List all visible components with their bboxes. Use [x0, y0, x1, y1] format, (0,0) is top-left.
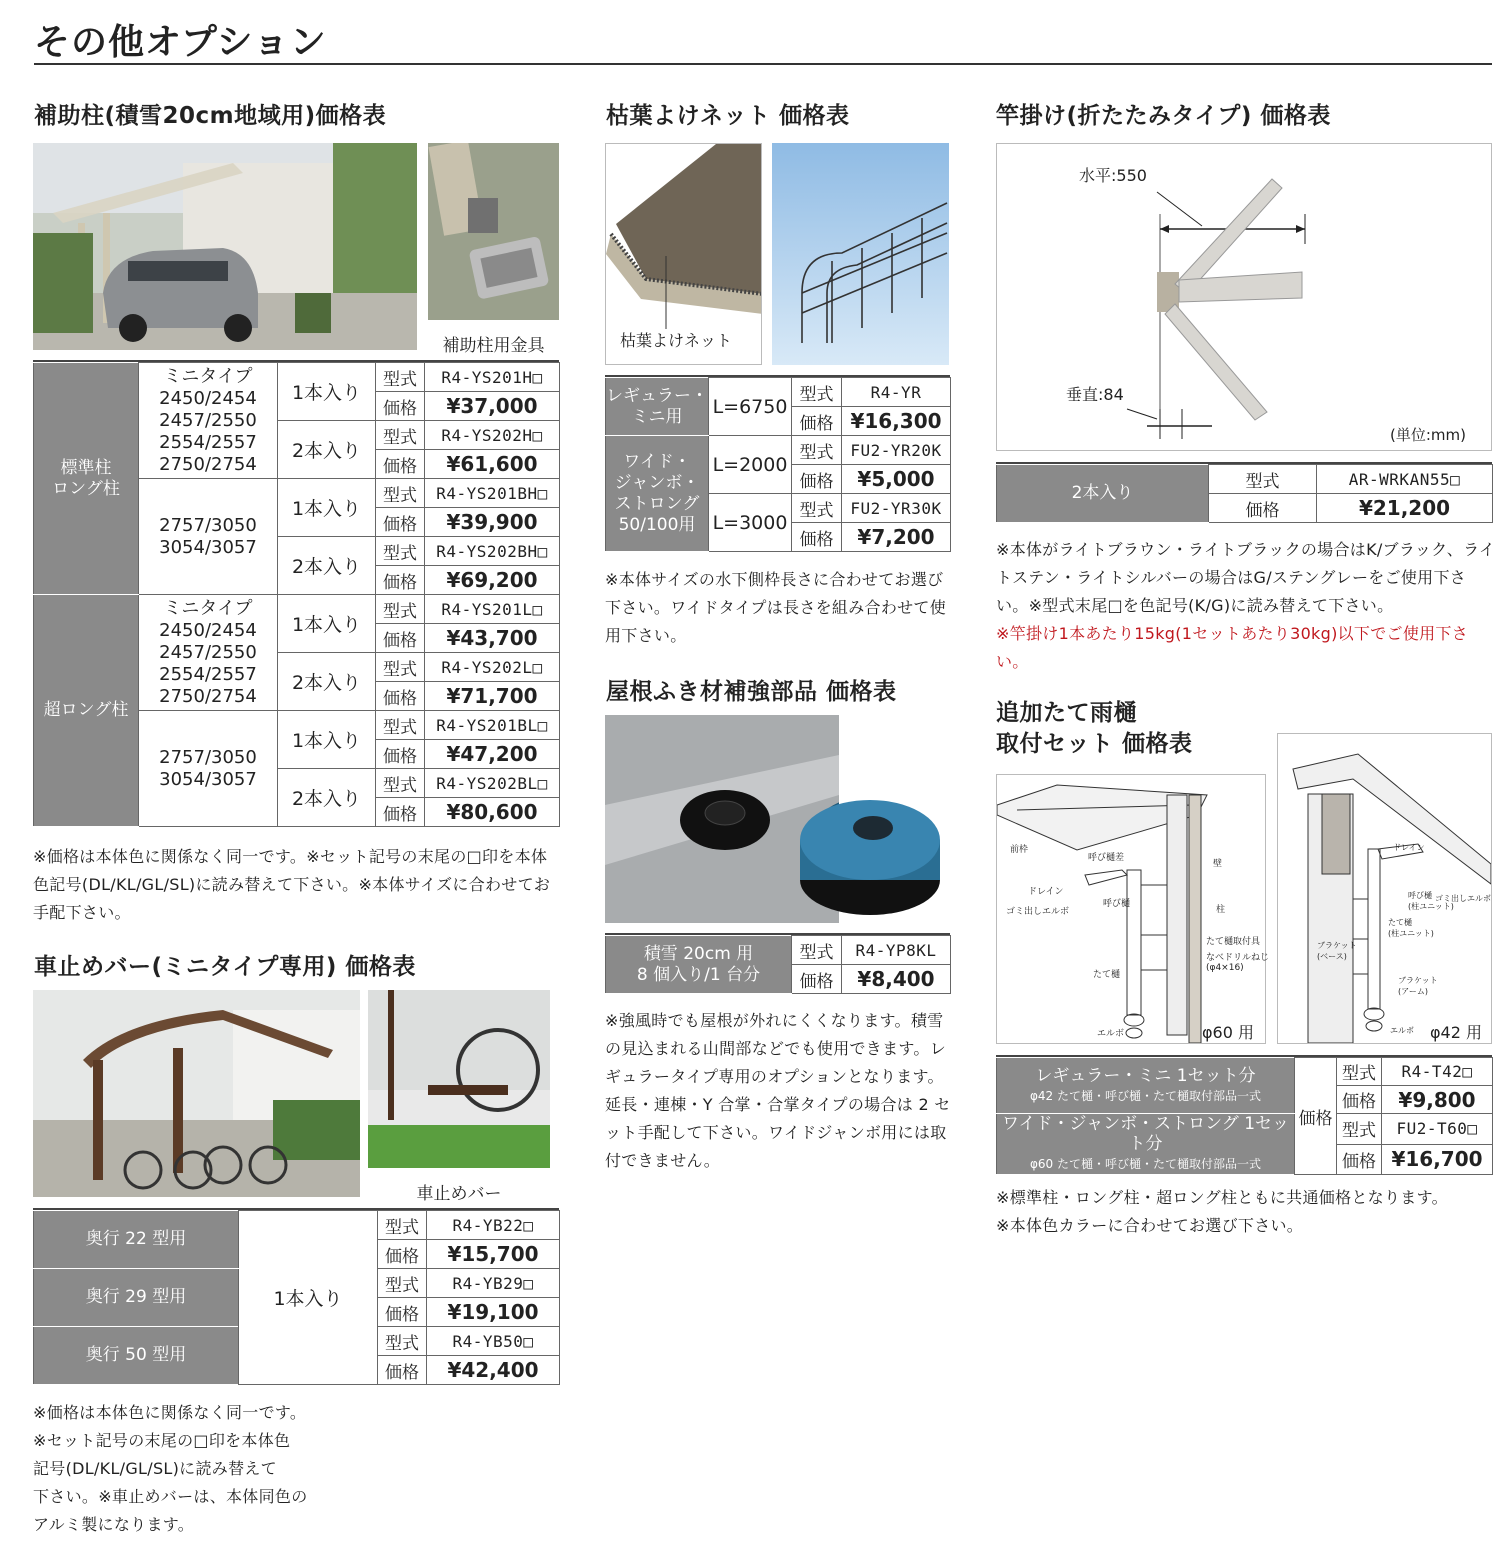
group-standard: 標準柱 ロング柱 [34, 363, 139, 595]
saokake-weight-note: ※竿掛け1本あたり15kg(1セットあたり30kg)以下でご使用下さい。 [996, 624, 1469, 671]
diag60-label: φ60 用 [1202, 1023, 1255, 1042]
roof-part-cap-photo [795, 780, 945, 920]
price: ¥39,900 [425, 508, 560, 537]
karei-price-table: レギュラー・ ミニ用 L=6750 型式 R4-YR 価格 ¥16,300 ワイド・ ジャンボ・ ストロング 50/100用 L=2000 型式 FU2-YR20K 価格 ¥5,000 L=3000 型式 FU2-YR30K 価格 ¥7,200 [605, 377, 951, 552]
price: ¥21,200 [1317, 494, 1493, 523]
group-super-long: 超ロング柱 [34, 595, 139, 827]
saokake-note: ※本体がライトブラウン・ライトブラックの場合はK/ブラック、ライトステン・ライトシルバーの場合はG/ステングレーをご使用下さい。※型式末尾□を色記号(K/G)に読み替えて下さい。 [996, 540, 1496, 615]
bracket-caption: 補助柱用金具 [442, 336, 545, 356]
price: ¥69,200 [425, 566, 560, 595]
qty: 1本入り [278, 595, 376, 653]
model-code: R4-YB50□ [427, 1327, 560, 1356]
dim-horizontal: 水平:550 [1079, 166, 1147, 185]
downspout-diagram-42 [1277, 733, 1492, 1044]
regular-mini-set: レギュラー・ミニ 1セット分 φ42 たて樋・呼び樋・たて樋取付部品一式 [997, 1058, 1295, 1114]
model-code: R4-YS201L□ [425, 595, 560, 624]
sizes-b: 2757/3050 3054/3057 [139, 479, 278, 595]
model-code: R4-YS201H□ [425, 363, 560, 392]
kurumadome-price-table: 奥行 22 型用 1本入り 型式 R4-YB22□ 価格 ¥15,700 奥行 29 型用 型式 R4-YB29□ 価格 ¥19,100 奥行 50 型用 型式 R4-YB50□ 価格 ¥42,400 [33, 1210, 560, 1385]
karei-title: 枯葉よけネット 価格表 [606, 103, 850, 129]
diag42-label: φ42 用 [1430, 1023, 1483, 1042]
hojo-price-table: 標準柱 ロング柱 ミニタイプ 2450/2454 2457/2550 2554/2557 2750/2754 1本入り 型式 R4-YS201H□ 価格 ¥37,000 2本入り 型式 R4-YS202H□ 価格 ¥61,600 2757/3050 3054/3057 1本入り 型式 R4-YS201BH□ 価格 ¥39,900 2本入り 型式 R4-YS202BH□ 価格 ¥69,200 超ロング柱 ミニタイプ 2450/2454 2457/2550 2554/2557 2750/2754 1本入り 型式 R4-YS201L□ 価格 ¥43,700 2本入り 型式 R4-YS202L□ 価格 ¥71,700 2757/3050 3054/3057 1本入り 型式 R4-YS201BL□ 価格 ¥47,200 2本入り 型式 R4-YS202BL□ 価格 ¥80,600 [33, 362, 560, 827]
carport-bicycle-photo [33, 990, 360, 1197]
price: ¥47,200 [425, 740, 560, 769]
price: ¥61,600 [425, 450, 560, 479]
price: ¥8,400 [842, 965, 951, 994]
qty: 2本入り [278, 537, 376, 595]
label-downspout-unit: たて樋 (柱ユニット) [1388, 918, 1434, 938]
label-debris-elbow: ゴミ出しエルボ [1006, 907, 1070, 917]
label-front-frame: 前枠 [1010, 845, 1029, 855]
qty-group: 2本入り [997, 465, 1209, 523]
price: ¥43,700 [425, 624, 560, 653]
price-label: 価格 [1295, 1058, 1337, 1175]
leaf-net-label: 枯葉よけネット [620, 331, 733, 350]
kurumadome-title: 車止めバー(ミニタイプ専用) 価格表 [34, 954, 416, 980]
wide-jumbo-set: ワイド・ジャンボ・ストロング 1セット分 φ60 たて樋・呼び樋・たて樋取付部品一式 [997, 1114, 1295, 1175]
amadoi-price-table: レギュラー・ミニ 1セット分 φ42 たて樋・呼び樋・たて樋取付部品一式 価格 型式 R4-T42□ 価格 ¥9,800 ワイド・ジャンボ・ストロング 1セット分 φ60 たて樋・呼び樋・たて樋取付部品一式 型式 FU2-T60□ 価格 ¥16,700 [996, 1057, 1493, 1175]
depth-label: 奥行 22 型用 [34, 1211, 239, 1269]
carport-photo [33, 143, 417, 350]
model-code: R4-T42□ [1382, 1058, 1493, 1086]
amadoi-note: ※標準柱・ロング柱・超ロング柱ともに共通価格となります。 ※本体色カラーに合わせてお選び下さい。 [996, 1188, 1448, 1235]
qty: 1本入り [278, 363, 376, 421]
yane-price-table: 積雪 20cm 用 8 個入り/1 台分 型式 R4-YP8KL 価格 ¥8,400 [605, 935, 951, 994]
label-wall: 壁 [1213, 859, 1223, 869]
label-elbow: エルボ [1097, 1029, 1125, 1039]
depth-label: 奥行 50 型用 [34, 1327, 239, 1385]
model-code: R4-YS201BH□ [425, 479, 560, 508]
car-stop-bar-photo [368, 990, 550, 1168]
price: ¥15,700 [427, 1240, 560, 1269]
title-rule [34, 63, 1492, 65]
hojo-note: ※価格は本体色に関係なく同一です。※セット記号の末尾の□印を本体色記号(DL/KL/GL/SL)に読み替えて下さい。※本体サイズに合わせてお手配下さい。 [33, 847, 551, 922]
bracket-photo [428, 143, 559, 320]
amadoi-title-1: 追加たて雨樋 [996, 700, 1137, 726]
price: ¥5,000 [842, 465, 951, 494]
saokake-price-table: 2本入り 型式 AR-WRKAN55□ 価格 ¥21,200 [996, 464, 1493, 523]
label-inlet-pipe: 呼び樋 [1103, 899, 1131, 909]
karei-note: ※本体サイズの水下側枠長さに合わせてお選び下さい。ワイドタイプは長さを組み合わせて使用下さい。 [605, 570, 947, 645]
model-code: FU2-T60□ [1382, 1114, 1493, 1145]
model-code: R4-YB29□ [427, 1269, 560, 1298]
depth-label: 奥行 29 型用 [34, 1269, 239, 1327]
model-code: R4-YP8KL [842, 936, 951, 965]
model-code: R4-YS202L□ [425, 653, 560, 682]
price: ¥7,200 [842, 523, 951, 552]
length: L=6750 [709, 378, 792, 436]
dim-vertical: 垂直:84 [1066, 385, 1124, 404]
model-code: R4-YS201BL□ [425, 711, 560, 740]
yane-note: ※強風時でも屋根が外れにくくなります。積雪の見込まれる山間部などでも使用できます。レギュラータイプ専用のオプションとなります。延長・連棟・Y 合掌・合掌タイプの場合は 2 セット手配して下さい。ワイドジャンボ用には取付できません。 [605, 1011, 951, 1170]
length: L=3000 [709, 494, 792, 552]
price: ¥9,800 [1382, 1086, 1493, 1114]
qty: 2本入り [278, 421, 376, 479]
leaf-net-mesh-photo [772, 143, 949, 365]
sizes-a: ミニタイプ 2450/2454 2457/2550 2554/2557 2750/2754 [139, 363, 278, 479]
saokake-title: 竿掛け(折たたみタイプ) 価格表 [996, 103, 1331, 129]
price: ¥37,000 [425, 392, 560, 421]
qty: 1本入り [278, 711, 376, 769]
price: ¥71,700 [425, 682, 560, 711]
group-wide: ワイド・ ジャンボ・ ストロング 50/100用 [606, 436, 709, 552]
kurumadome-note: ※価格は本体色に関係なく同一です。 ※セット記号の末尾の□印を本体色 記号(DL/KL/GL/SL)に読み替えて 下さい。※車止めバーは、本体同色の アルミ製になります。 [33, 1403, 308, 1534]
label-bracket-arm: ブラケット (アーム) [1398, 976, 1438, 996]
price: ¥19,100 [427, 1298, 560, 1327]
label-inlet-unit: 呼び樋 (柱ユニット) [1408, 891, 1454, 911]
qty: 1本入り [278, 479, 376, 537]
unit-label: (単位:mm) [1390, 426, 1466, 444]
price: ¥16,700 [1382, 1144, 1493, 1175]
label-screw: なべドリルねじ (φ4×16) [1206, 953, 1270, 973]
price: ¥16,300 [842, 407, 951, 436]
sizes-a: ミニタイプ 2450/2454 2457/2550 2554/2557 2750/2754 [139, 595, 278, 711]
sizes-b: 2757/3050 3054/3057 [139, 711, 278, 827]
snow-group: 積雪 20cm 用 8 個入り/1 台分 [606, 936, 792, 994]
hojo-title: 補助柱(積雪20cm地域用)価格表 [34, 103, 387, 129]
price: ¥80,600 [425, 798, 560, 827]
model-code: R4-YS202BH□ [425, 537, 560, 566]
label-post: 柱 [1216, 905, 1226, 915]
label-drain: ドレイン [1028, 887, 1064, 897]
model-code: R4-YR [842, 378, 951, 407]
qty: 2本入り [278, 653, 376, 711]
model-code: R4-YS202H□ [425, 421, 560, 450]
model-code: FU2-YR30K [842, 494, 951, 523]
label-drain-2: ドレイン [1393, 843, 1425, 852]
length: L=2000 [709, 436, 792, 494]
page-title: その他オプション [34, 22, 327, 63]
label-debris-elbow-2: ゴミ出しエルボ [1435, 894, 1491, 903]
car-stop-caption: 車止めバー [416, 1184, 502, 1204]
price: ¥42,400 [427, 1356, 560, 1385]
label-mount: たて樋取付具 [1206, 937, 1261, 947]
model-code: R4-YB22□ [427, 1211, 560, 1240]
amadoi-title-2: 取付セット 価格表 [996, 731, 1193, 757]
label-elbow-2: エルボ [1390, 1026, 1414, 1035]
group-regular: レギュラー・ ミニ用 [606, 378, 709, 436]
model-code: R4-YS202BL□ [425, 769, 560, 798]
qty: 2本入り [278, 769, 376, 827]
label-inlet-socket: 呼び樋差 [1088, 853, 1125, 863]
model-code: AR-WRKAN55□ [1317, 465, 1493, 494]
yane-title: 屋根ふき材補強部品 価格表 [606, 679, 897, 705]
label-downspout: たて樋 [1093, 970, 1121, 980]
qty: 1本入り [239, 1211, 378, 1385]
label-bracket-base: ブラケット (ベース) [1317, 941, 1357, 961]
model-code: FU2-YR20K [842, 436, 951, 465]
